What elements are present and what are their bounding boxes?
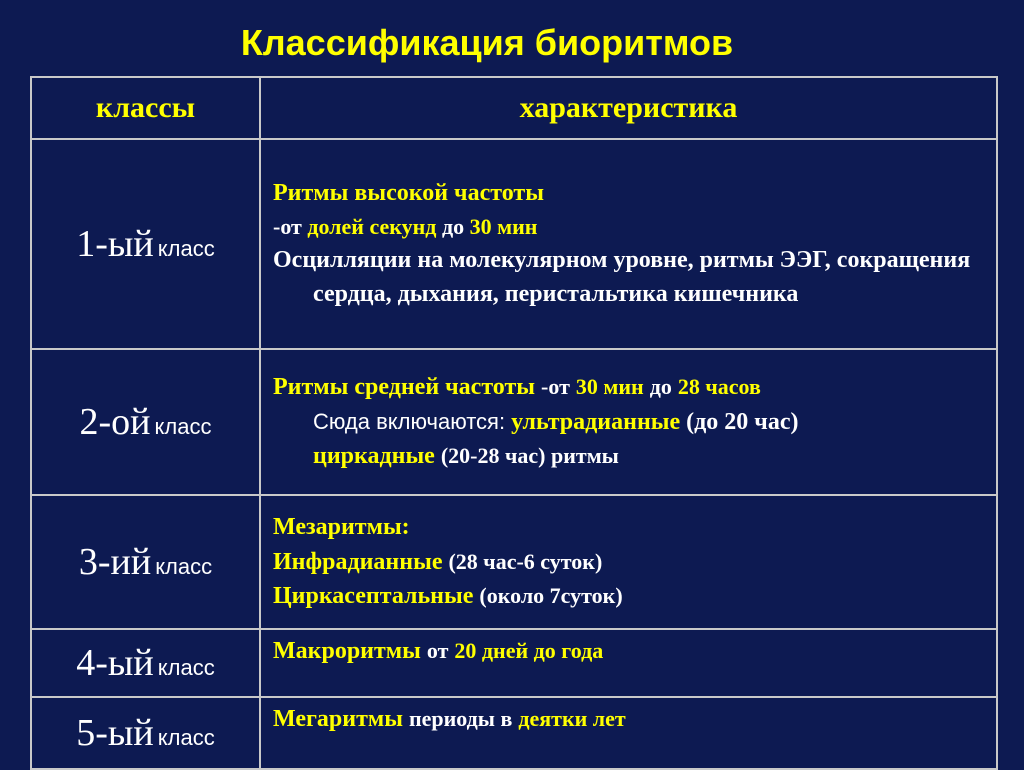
rhythm-title-line: Ритмы средней частоты -от 30 мин до 28 часов xyxy=(273,373,761,400)
rhythm-title: Макроритмы xyxy=(273,638,421,664)
class-number: 2-ой xyxy=(79,401,151,443)
header-characteristic: характеристика xyxy=(260,77,997,139)
class-cell xyxy=(31,629,260,697)
class-word: класс xyxy=(154,414,212,439)
description-cell xyxy=(260,139,997,349)
rhythm-title: Мегаритмы xyxy=(273,706,403,732)
table-row xyxy=(31,495,997,629)
class-cell xyxy=(31,349,260,495)
table-row xyxy=(31,697,997,769)
class-word: класс xyxy=(157,725,215,750)
includes-line: Сюда включаются: ультрадианные (до 20 час) xyxy=(313,408,799,435)
table-row xyxy=(31,139,997,349)
class-number: 1-ый xyxy=(76,223,154,265)
class-word: класс xyxy=(157,236,215,261)
description-cell xyxy=(260,495,997,629)
table-row xyxy=(31,629,997,697)
description-cell: Макроритмы от 20 дней до года xyxy=(260,629,997,697)
infradian-line: Инфрадианные (28 час-6 суток) xyxy=(273,548,603,575)
class-number: 5-ый xyxy=(76,712,154,754)
page-title: Классификация биоритмов xyxy=(240,22,734,63)
class-number: 3-ий xyxy=(78,541,152,583)
rhythm-title: Ритмы высокой частоты xyxy=(273,179,544,206)
class-word: класс xyxy=(155,554,213,579)
class-cell xyxy=(31,139,260,349)
header-classes: классы xyxy=(31,77,260,139)
description-cell: Мегаритмы периоды в деятки лет xyxy=(260,697,997,769)
circadian-line: циркадные (20-28 час) ритмы xyxy=(313,443,619,470)
circaseptan-line: Циркасептальные (около 7суток) xyxy=(273,583,623,610)
table-header-row xyxy=(31,77,997,139)
rhythm-title: Ритмы средней частоты xyxy=(273,373,536,400)
rhythm-range: -от долей секунд до 30 мин xyxy=(273,213,538,239)
class-word: класс xyxy=(157,655,215,680)
class-cell xyxy=(31,697,260,769)
rhythm-title: Мезаритмы: xyxy=(273,513,410,540)
rhythm-detail: Осцилляции на молекулярном уровне, ритмы ЭЭГ, сокращения сердца, дыхания, перистальтика кишечника xyxy=(273,246,971,308)
table-row xyxy=(31,349,997,495)
biorhythm-table xyxy=(30,76,998,770)
class-cell xyxy=(31,495,260,629)
description-cell xyxy=(260,349,997,495)
class-number: 4-ый xyxy=(76,642,154,684)
